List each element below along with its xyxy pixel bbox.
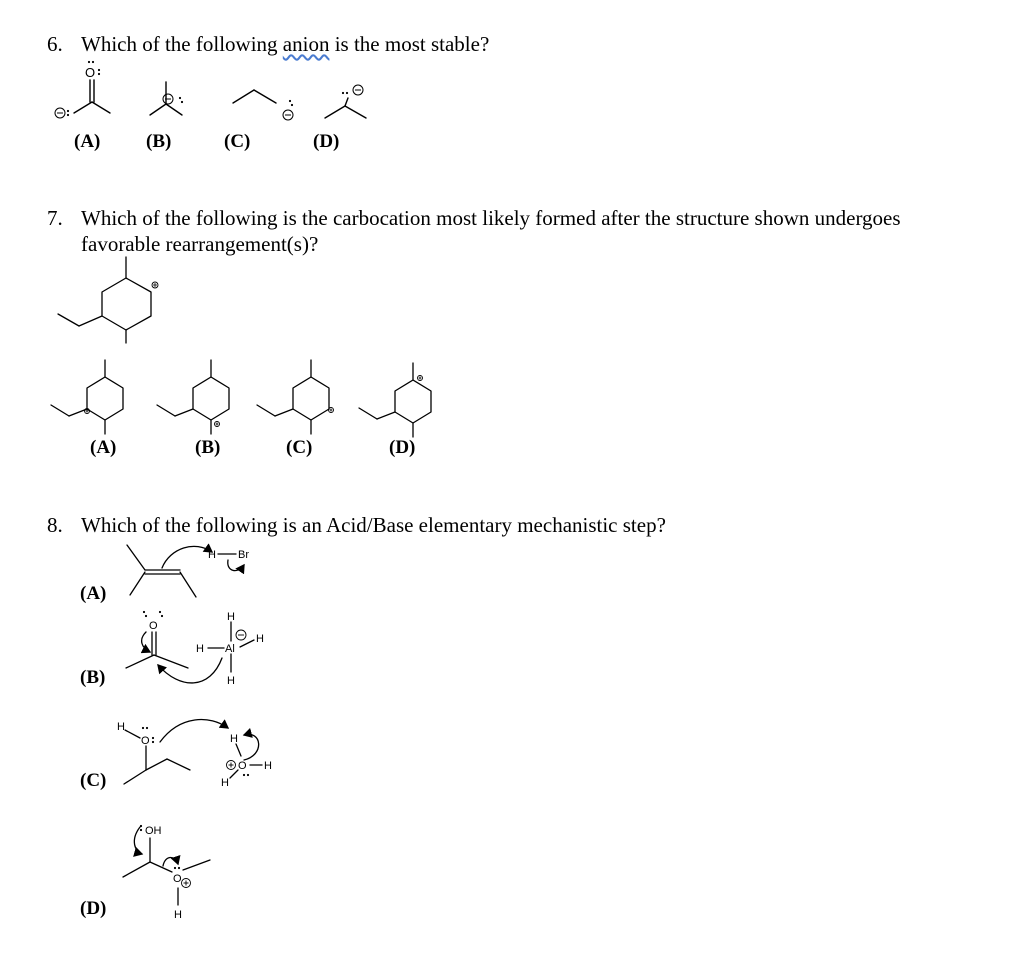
q6-text-post: is the most stable? <box>329 32 490 56</box>
q6-choice-d[interactable]: (D) <box>313 131 340 152</box>
q8-choice-d[interactable]: (D) <box>80 898 107 919</box>
q8-text: Which of the following is an Acid/Base elementary mechanistic step? <box>81 513 666 537</box>
q6-text-anion: anion <box>282 32 330 56</box>
q8a-h: H <box>208 549 216 561</box>
q6-number: 6. <box>47 32 63 56</box>
q8-number: 8. <box>47 513 63 537</box>
q8-choice-b[interactable]: (B) <box>80 667 106 688</box>
q8c-h-top: H <box>230 733 238 745</box>
q8c-o: O <box>141 735 150 747</box>
q6-choice-c[interactable]: (C) <box>224 131 251 152</box>
q8c-h-left: H <box>117 721 125 733</box>
q8a-br: Br <box>238 549 249 561</box>
q8b-h-right: H <box>256 633 264 645</box>
q6-choice-a[interactable]: (A) <box>74 131 101 152</box>
q8-structure-a <box>127 545 244 597</box>
q8b-h-left: H <box>196 643 204 655</box>
q8b-o: O <box>149 620 158 632</box>
q8-choice-a[interactable]: (A) <box>80 583 107 604</box>
q8b-al: Al <box>225 643 235 655</box>
q8d-oh: OH <box>145 825 162 837</box>
q6-text-pre: Which of the following <box>81 32 283 56</box>
q7-choice-b[interactable]: (B) <box>195 437 221 458</box>
q8-structure-b <box>126 622 254 683</box>
q8-choice-c[interactable]: (C) <box>80 770 107 791</box>
q8-structure-c <box>124 720 262 784</box>
q7-text-line1: Which of the following is the carbocation most likely formed after the structure shown undergoes <box>81 206 901 230</box>
q8-structure-d <box>123 827 210 905</box>
q8c-h-bottom: H <box>221 777 229 789</box>
q6-choice-b[interactable]: (B) <box>146 131 172 152</box>
q8b-h-bottom: H <box>227 675 235 687</box>
q8d-o: O <box>173 873 182 885</box>
q7-choice-d[interactable]: (D) <box>389 437 416 458</box>
q8c-o-right: O <box>238 760 247 772</box>
q7-choice-a[interactable]: (A) <box>90 437 117 458</box>
q8b-h-top: H <box>227 611 235 623</box>
q7-text-line2: favorable rearrangement(s)? <box>81 232 319 256</box>
q7-choice-c[interactable]: (C) <box>286 437 313 458</box>
q7-number: 7. <box>47 206 63 230</box>
q8d-h: H <box>174 909 182 921</box>
q6-a-oxygen-label: O <box>85 65 96 80</box>
q8c-h-right: H <box>264 760 272 772</box>
